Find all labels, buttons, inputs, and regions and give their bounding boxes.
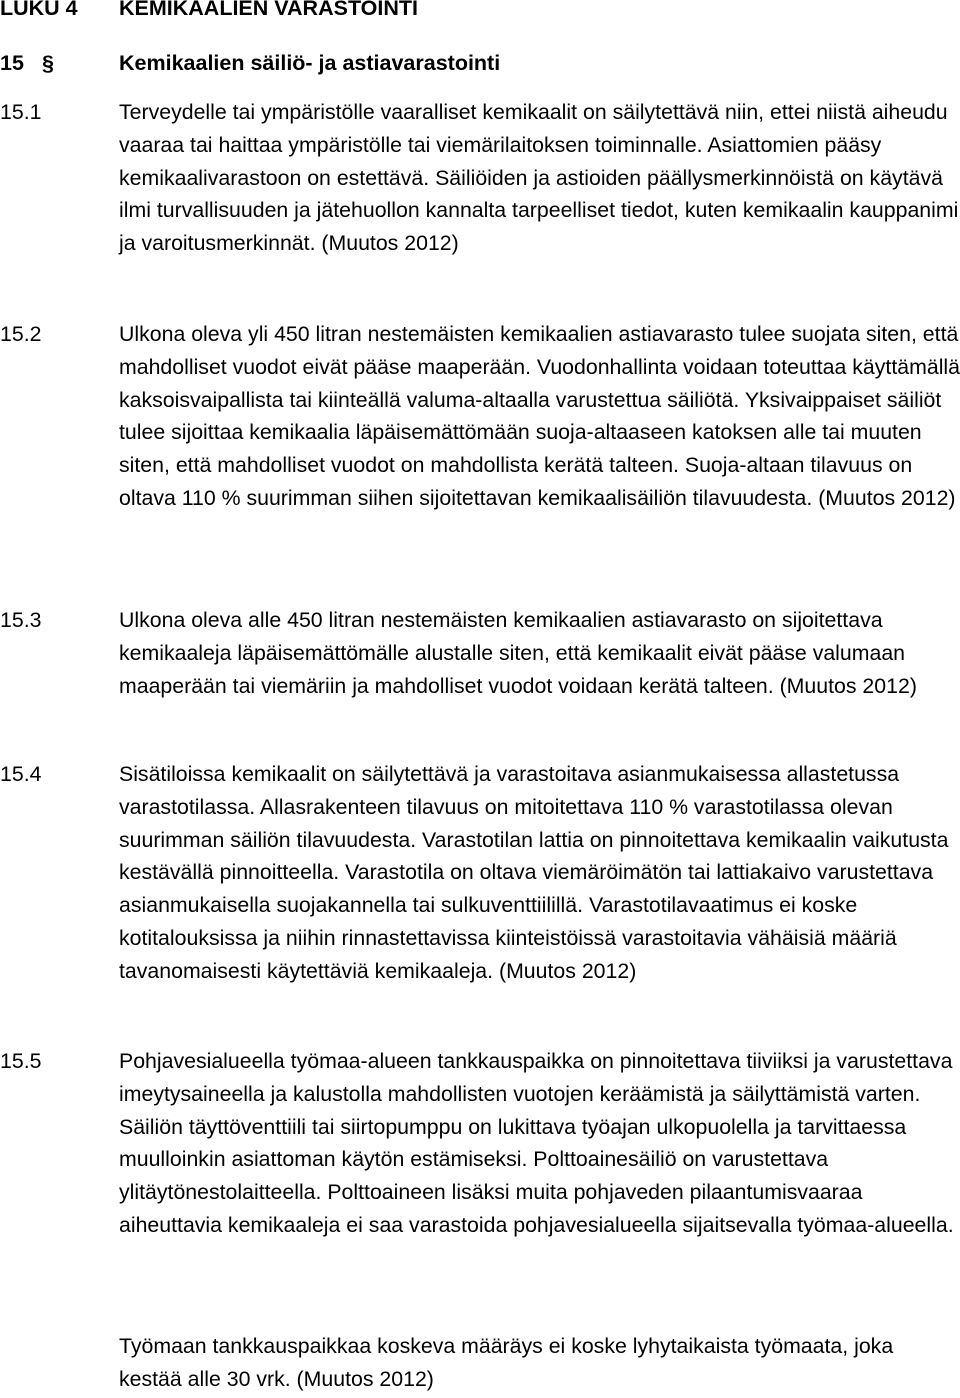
paragraph-number: 15.1 — [0, 100, 42, 124]
paragraph-text: Ulkona oleva alle 450 litran nestemäisten kemikaalien astiavarasto on sijoitettava kemikaaleja läpäisemättömälle alustalle siten, että kemikaalit eivät pääse valumaan maaperään tai viemäriin ja mahdolliset vuodot voidaan kerätä talteen. (Muutos 2012) — [119, 608, 917, 698]
paragraph-number: 15.4 — [0, 762, 42, 786]
paragraph-number: 15.2 — [0, 322, 42, 346]
paragraph-text: Sisätiloissa kemikaalit on säilytettävä ja varastoitava asianmukaisessa allastetussa varastotilassa. Allasrakenteen tilavuus on mitoitettava 110 % varastotilassa olevan suurimman säiliön tilavuudesta. Varastotilan lattia on pinnoitettava kemikaalin vaikutusta kestävällä pinnoitteella. Varastotila on oltava viemäröimätön tai lattiakaivo varustettava asianmukaisella suojakannella tai sulkuventtiilillä. Varastotilavaatimus ei koske kotitalouksissa ja niihin rinnastettavissa kiinteistöissä varastoitavia vähäisiä määriä tavanomaisesti käytettäviä kemikaaleja. (Muutos 2012) — [119, 762, 949, 983]
paragraph-text: Ulkona oleva yli 450 litran nestemäisten kemikaalien astiavarasto tulee suojata siten, että mahdolliset vuodot eivät pääse maaperään. Vuodonhallinta voidaan toteuttaa käyttämällä kaksoisvaipallista tai kiinteällä valuma-altaalla varustettua säiliötä. Yksivaippaiset säiliöt tulee sijoittaa kemikaalia läpäisemättömään suoja-altaaseen katoksen alle tai muuten siten, että mahdolliset vuodot on mahdollista kerätä talteen. Suoja-altaan tilavuus on oltava 110 % suurimman siihen sijoitettavan kemikaalisäiliön tilavuudesta. (Muutos 2012) — [119, 322, 960, 510]
paragraph-number: 15.3 — [0, 608, 42, 632]
trailing-paragraph: Työmaan tankkauspaikkaa koskeva määräys ei koske lyhytaikaista työmaata, joka kestää alle 30 vrk. (Muutos 2012) — [119, 1334, 894, 1391]
paragraph-text: Pohjavesialueella työmaa-alueen tankkauspaikka on pinnoitettava tiiviiksi ja varustettava imeytysaineella ja kalustolla mahdollisten vuotojen keräämistä ja säilyttämistä varten. Säiliön täyttöventtiili tai siirtopumppu on lukittava työajan ulkopuolella ja tarvittaessa muulloinkin asiattoman käytön estämiseksi. Polttoainesäiliö on varustettava ylitäytönestolaitteella. Polttoaineen lisäksi muita pohjaveden pilaantumisvaaraa aiheuttavia kemikaaleja ei saa varastoida pohjavesialueella sijaitsevalla työmaa-alueella. — [119, 1049, 954, 1237]
section-sign-icon: § — [42, 51, 54, 75]
section-number: 15 — [0, 51, 24, 75]
paragraph-number: 15.5 — [0, 1049, 42, 1073]
paragraph-text: Terveydelle tai ympäristölle vaaralliset kemikaalit on säilytettävä niin, ettei niistä aiheudu vaaraa tai haittaa ympäristölle tai viemärilaitoksen toiminnalle. Asiattomien pääsy kemikaalivarastoon on estettävä. Säiliöiden ja astioiden päällysmerkinnöistä on käytävä ilmi turvallisuuden ja jätehuollon kannalta tarpeelliset tiedot, kuten kemikaalin kauppanimi ja varoitusmerkinnät. (Muutos 2012) — [119, 100, 959, 256]
chapter-number: LUKU 4 — [0, 0, 78, 20]
section-title: Kemikaalien säiliö- ja astiavarastointi — [119, 51, 501, 75]
chapter-title: KEMIKAALIEN VARASTOINTI — [119, 0, 419, 20]
